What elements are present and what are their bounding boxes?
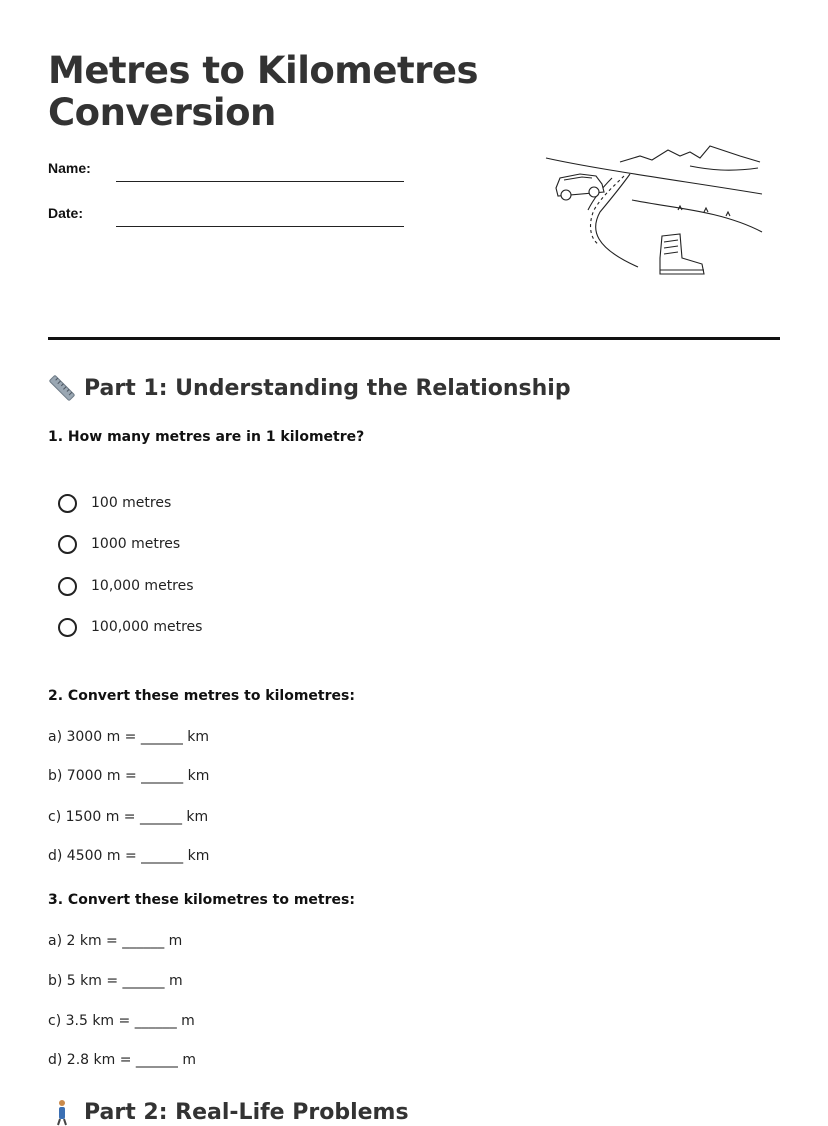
name-field[interactable] xyxy=(116,181,404,182)
option-label: 100,000 metres xyxy=(91,619,203,635)
q3-item-c[interactable]: c) 3.5 km = ______ m xyxy=(48,1013,195,1029)
title-line-1: Metres to Kilometres xyxy=(48,49,478,92)
part2-heading-text: Part 2: Real-Life Problems xyxy=(84,1099,409,1125)
name-label: Name: xyxy=(48,160,91,176)
q1-option-1000[interactable] xyxy=(58,532,180,556)
date-field[interactable] xyxy=(116,226,404,227)
date-label: Date: xyxy=(48,205,84,221)
q3-item-b[interactable]: b) 5 km = ______ m xyxy=(48,973,183,989)
q2-item-b[interactable]: b) 7000 m = ______ km xyxy=(48,768,210,784)
car-icon xyxy=(556,174,604,200)
worksheet-title xyxy=(48,50,478,134)
road-landscape-illustration xyxy=(540,140,770,280)
hiker-icon xyxy=(48,1098,76,1126)
ruler-icon xyxy=(48,374,76,402)
q3-item-d[interactable]: d) 2.8 km = ______ m xyxy=(48,1052,196,1068)
question-1-label: 1. How many metres are in 1 kilometre? xyxy=(48,429,365,445)
q2-item-a[interactable]: a) 3000 m = ______ km xyxy=(48,729,210,745)
option-label: 1000 metres xyxy=(91,536,181,552)
title-line-2: Conversion xyxy=(48,91,276,134)
question-3-label: 3. Convert these kilometres to metres: xyxy=(48,892,355,908)
part2-heading xyxy=(48,1098,409,1126)
q1-option-100[interactable] xyxy=(58,491,171,515)
q1-option-10000[interactable] xyxy=(58,574,194,598)
question-2-label: 2. Convert these metres to kilometres: xyxy=(48,688,355,704)
radio-button[interactable] xyxy=(58,535,77,554)
radio-button[interactable] xyxy=(58,494,77,513)
q2-item-d[interactable]: d) 4500 m = ______ km xyxy=(48,848,210,864)
header-divider xyxy=(48,337,780,340)
part1-heading-text: Part 1: Understanding the Relationship xyxy=(84,375,571,401)
q3-item-a[interactable]: a) 2 km = ______ m xyxy=(48,933,183,949)
part1-heading xyxy=(48,374,571,402)
option-label: 100 metres xyxy=(91,495,172,511)
q2-item-c[interactable]: c) 1500 m = ______ km xyxy=(48,809,209,825)
radio-button[interactable] xyxy=(58,618,77,637)
boot-icon xyxy=(660,234,704,274)
q1-option-100000[interactable] xyxy=(58,615,202,639)
option-label: 10,000 metres xyxy=(91,578,194,594)
radio-button[interactable] xyxy=(58,577,77,596)
